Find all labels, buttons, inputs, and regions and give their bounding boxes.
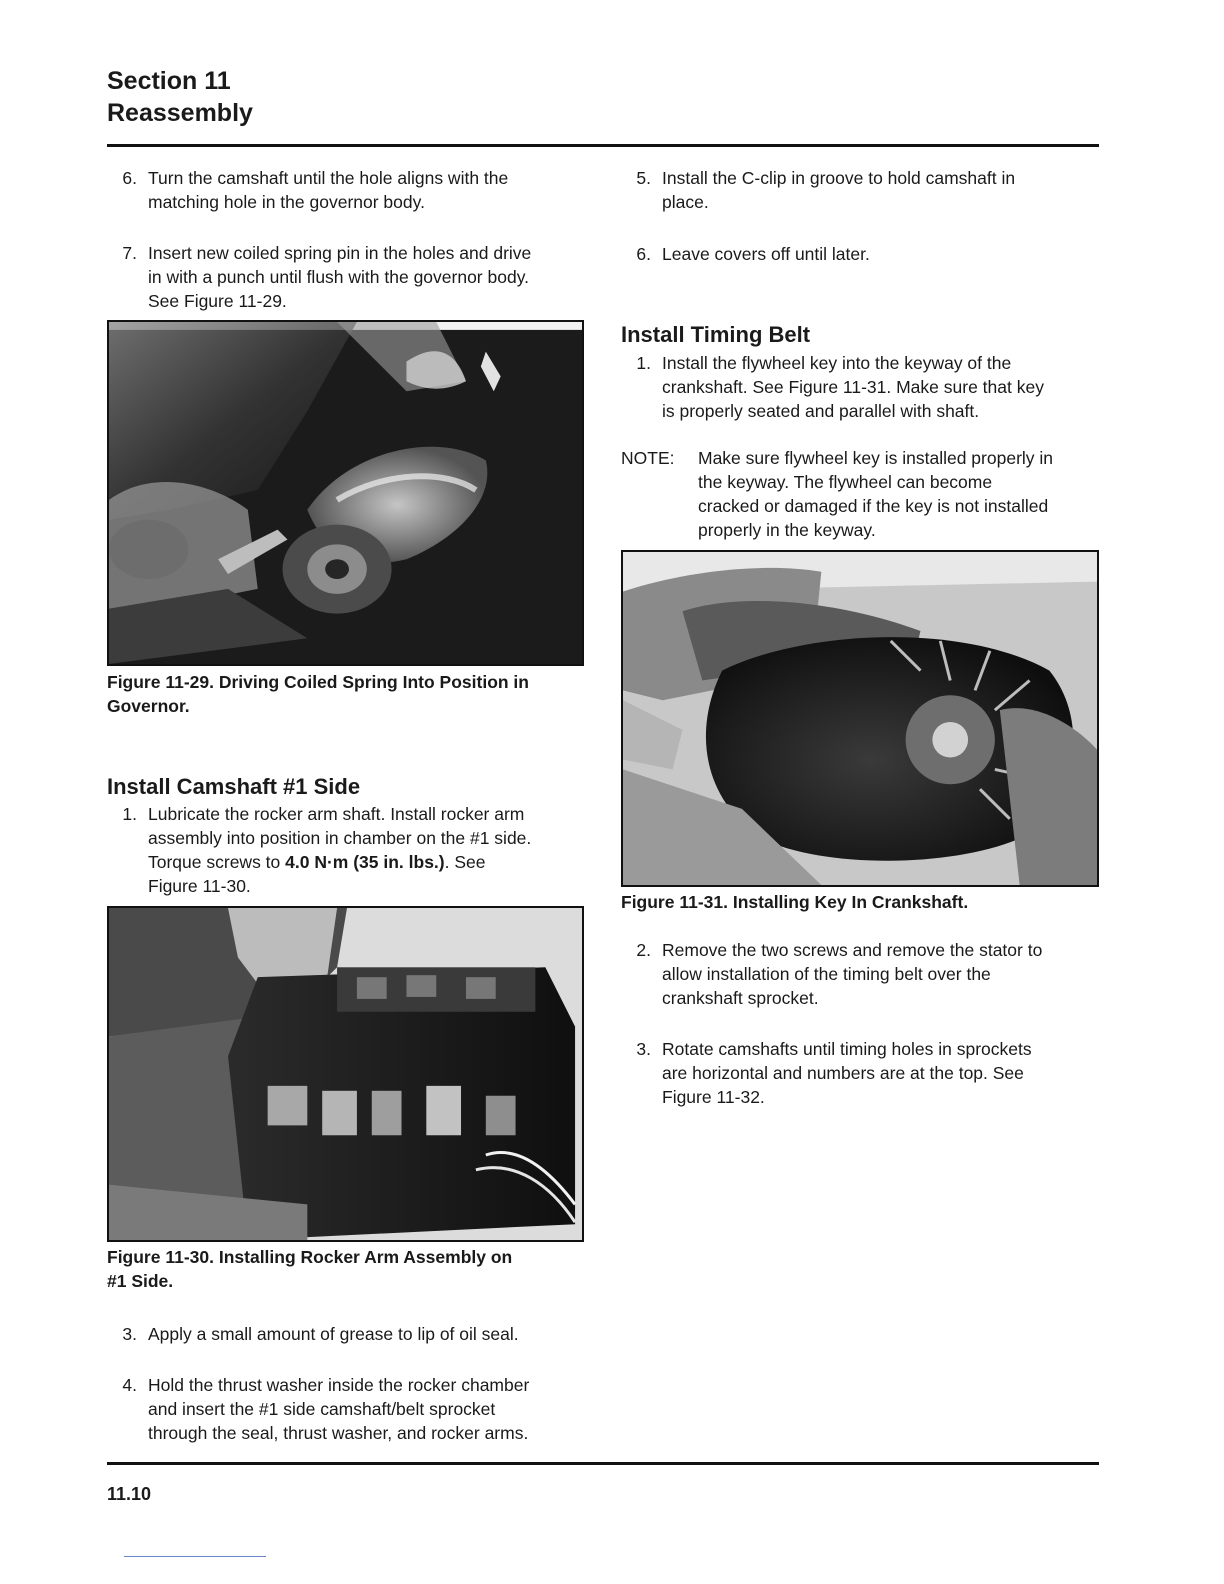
- figure-11-31-photo: [621, 550, 1099, 887]
- list-item: [621, 242, 1101, 266]
- step-number: 2.: [636, 940, 651, 960]
- list-item: [621, 1037, 1101, 1109]
- heading-install-camshaft: Install Camshaft #1 Side: [107, 774, 361, 799]
- photo-illustration: [623, 552, 1097, 885]
- step-text: Turn the camshaft until the hole aligns with the matching hole in the governor body.: [148, 168, 509, 212]
- list-item: [107, 241, 587, 313]
- section-number: Section 11: [107, 67, 231, 95]
- footer-rule: [107, 1462, 1099, 1465]
- step-number: 6.: [122, 168, 137, 188]
- step-number: 3.: [636, 1039, 651, 1059]
- list-item: [621, 166, 1101, 214]
- list-item: [107, 802, 587, 898]
- note-label: NOTE:: [621, 448, 675, 468]
- list-item: [107, 166, 587, 214]
- step-text: Remove the two screws and remove the stator to allow installation of the timing belt over the crankshaft sprocket.: [662, 940, 1043, 1008]
- step-number: 1.: [636, 353, 651, 373]
- step-text: Leave covers off until later.: [662, 244, 870, 264]
- figure-11-29-caption: Figure 11-29. Driving Coiled Spring Into Position in Governor.: [107, 672, 529, 716]
- step-number: 4.: [122, 1375, 137, 1395]
- page-title: Reassembly: [107, 99, 253, 127]
- step-text: Lubricate the rocker arm shaft. Install rocker arm assembly into position in chamber on the #1 side. Torque screws to 4.0 N·m (35 in. lbs.). See Figure 11-30.: [148, 804, 532, 896]
- bottom-underline-mark: [124, 1556, 266, 1557]
- list-item: [107, 1322, 587, 1346]
- step-text: Rotate camshafts until timing holes in sprockets are horizontal and numbers are at the top. See Figure 11-32.: [662, 1039, 1032, 1107]
- step-text: Apply a small amount of grease to lip of oil seal.: [148, 1324, 519, 1344]
- step-text: Hold the thrust washer inside the rocker chamber and insert the #1 side camshaft/belt sprocket through the seal, thrust washer, and rocker arms.: [148, 1375, 530, 1443]
- heading-install-timing-belt: Install Timing Belt: [621, 322, 811, 347]
- step-text: Install the C-clip in groove to hold camshaft in place.: [662, 168, 1016, 212]
- note-text: Make sure flywheel key is installed properly in the keyway. The flywheel can become cracked or damaged if the key is not installed properly in the keyway.: [698, 448, 1054, 540]
- torque-value: 4.0 N·m (35 in. lbs.): [285, 852, 445, 872]
- step-text: Insert new coiled spring pin in the holes and drive in with a punch until flush with the governor body. See Figure 11-29.: [148, 243, 532, 311]
- figure-11-31-caption: Figure 11-31. Installing Key In Crankshaft.: [621, 892, 969, 912]
- figure-11-30-photo: [107, 906, 584, 1242]
- list-item: [107, 1373, 587, 1445]
- step-number: 1.: [122, 804, 137, 824]
- step-text: Install the flywheel key into the keyway of the crankshaft. See Figure 11-31. Make sure that key is properly seated and parallel with shaft.: [662, 353, 1044, 421]
- step-number: 7.: [122, 243, 137, 263]
- step-number: 5.: [636, 168, 651, 188]
- photo-illustration: [109, 322, 582, 664]
- step-number: 3.: [122, 1324, 137, 1344]
- page-number: 11.10: [107, 1484, 152, 1504]
- header-rule: [107, 144, 1099, 147]
- list-item: [621, 351, 1101, 423]
- step-number: 6.: [636, 244, 651, 264]
- figure-11-30-caption: Figure 11-30. Installing Rocker Arm Assembly on #1 Side.: [107, 1247, 513, 1291]
- figure-11-29-photo: [107, 320, 584, 666]
- list-item: [621, 938, 1101, 1010]
- photo-illustration: [109, 908, 582, 1240]
